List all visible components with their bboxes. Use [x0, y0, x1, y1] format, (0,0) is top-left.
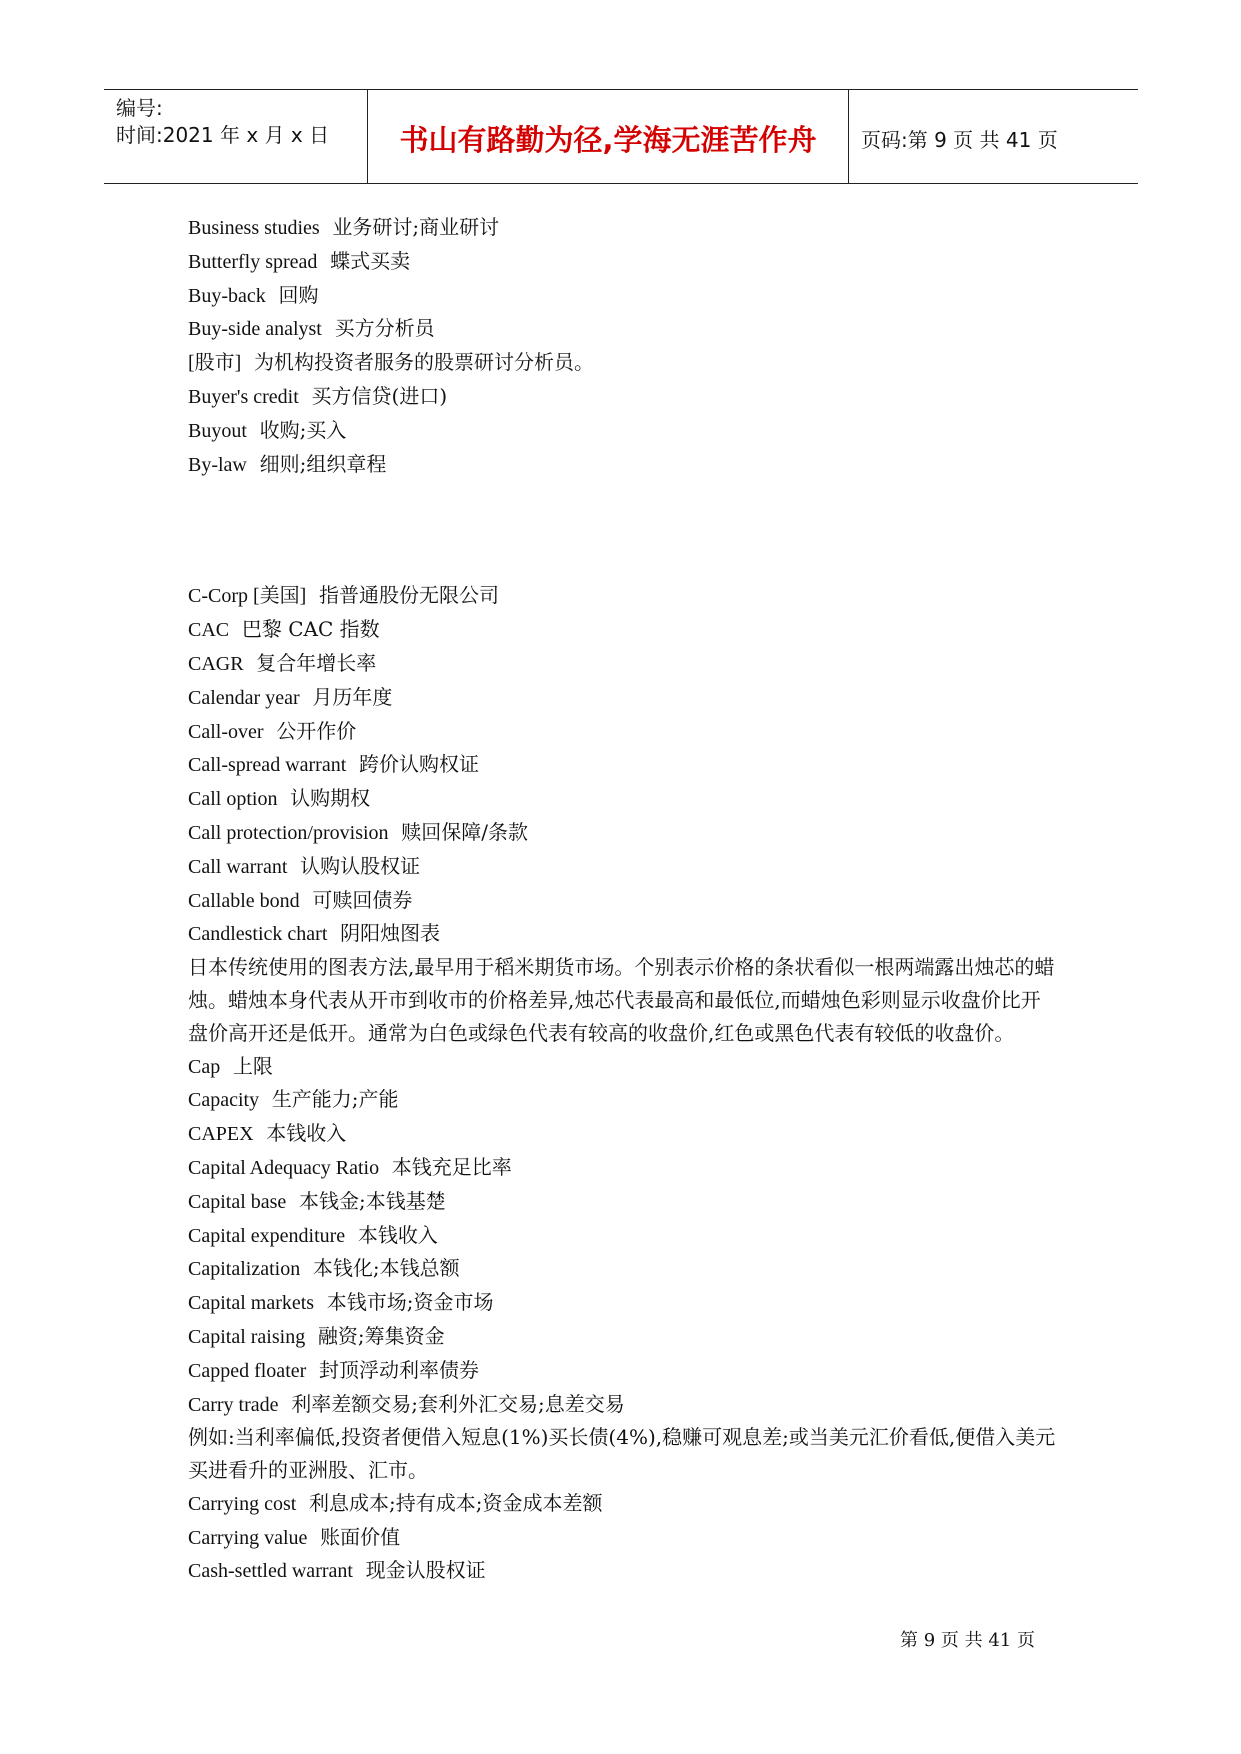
glossary-entry: [188, 279, 1058, 313]
glossary-entry: [188, 715, 1058, 749]
glossary-definition: 细则;组织章程: [259, 451, 387, 476]
glossary-entry: [188, 884, 1058, 918]
glossary-entry: [188, 211, 1058, 245]
glossary-definition: 融资;筹集资金: [317, 1323, 445, 1348]
glossary-term: Carry trade: [188, 1393, 279, 1416]
glossary-entry: [188, 1117, 1058, 1151]
header-info-cell: [104, 90, 368, 183]
glossary-term: CAPEX: [188, 1123, 254, 1146]
glossary-definition: 复合年增长率: [256, 650, 377, 675]
glossary-term: Buyer's credit: [188, 385, 299, 408]
glossary-definition: 本钱市场;资金市场: [326, 1290, 494, 1315]
glossary-term: Call protection/provision: [188, 821, 389, 844]
glossary-term: Capped floater: [188, 1359, 307, 1382]
glossary-definition: 利息成本;持有成本;资金成本差额: [309, 1490, 603, 1515]
glossary-entry: [188, 414, 1058, 448]
glossary-content: [188, 211, 1058, 1588]
glossary-entry: [188, 681, 1058, 715]
glossary-term: Call-spread warrant: [188, 754, 347, 777]
glossary-entry: [188, 1050, 1058, 1084]
glossary-definition: 买方分析员: [334, 316, 435, 341]
glossary-entry: [188, 816, 1058, 850]
glossary-entry: [188, 346, 1058, 380]
glossary-entry: [188, 1354, 1058, 1388]
glossary-definition: 生产能力;产能: [271, 1087, 399, 1112]
glossary-term: Capital Adequacy Ratio: [188, 1156, 380, 1179]
glossary-term: Business studies: [188, 217, 320, 239]
glossary-entry: [188, 1320, 1058, 1354]
glossary-entry: [188, 613, 1058, 647]
glossary-entry: [188, 1487, 1058, 1521]
glossary-definition: 赎回保障/条款: [401, 819, 528, 844]
glossary-definition: 买方信贷(进口): [311, 383, 448, 408]
glossary-definition: 为机构投资者服务的股票研讨分析员。: [254, 350, 595, 375]
glossary-entry: [188, 917, 1058, 951]
glossary-entry: [188, 1185, 1058, 1219]
glossary-entry: [188, 850, 1058, 884]
page-header: [104, 89, 1138, 184]
glossary-term: Cap: [188, 1055, 221, 1078]
glossary-entry: [188, 579, 1058, 613]
glossary-definition: 阴阳烛图表: [340, 921, 441, 946]
glossary-entry: [188, 782, 1058, 816]
glossary-definition: 公开作价: [276, 718, 357, 743]
glossary-term: Buy-back: [188, 284, 266, 307]
glossary-term: Carrying cost: [188, 1492, 297, 1515]
glossary-term: Capital markets: [188, 1292, 315, 1315]
header-motto: 书山有路勤为径,学海无涯苦作舟: [399, 123, 817, 157]
glossary-term: Buyout: [188, 419, 247, 442]
glossary-term: Calendar year: [188, 686, 300, 709]
glossary-definition: 账面价值: [320, 1524, 401, 1549]
glossary-term: Capital base: [188, 1190, 287, 1213]
document-number-label: 编号:: [116, 96, 163, 120]
glossary-term: Carrying value: [188, 1526, 308, 1549]
glossary-definition: 本钱金;本钱基楚: [299, 1188, 446, 1213]
glossary-term: Capitalization: [188, 1258, 301, 1281]
glossary-entry: [188, 748, 1058, 782]
glossary-entry: [188, 1083, 1058, 1117]
glossary-section-b: [188, 211, 1058, 481]
glossary-term: Buy-side analyst: [188, 318, 322, 341]
carry-trade-description: 例如:当利率偏低,投资者便借入短息(1%)买长债(4%),稳赚可观息差;或当美元汇价看低,便借入美元买进看升的亚洲股、汇市。: [188, 1425, 1056, 1483]
glossary-term: Call-over: [188, 720, 264, 743]
glossary-section-cap: [188, 1050, 1058, 1422]
glossary-entry: [188, 312, 1058, 346]
document-time-label: 时间:2021 年 x 月 x 日: [116, 123, 330, 147]
glossary-definition: 收购;买入: [259, 417, 347, 442]
glossary-definition: 认购认股权证: [300, 853, 421, 878]
glossary-definition: 回购: [278, 282, 319, 307]
glossary-definition: 月历年度: [312, 684, 393, 709]
glossary-entry: [188, 647, 1058, 681]
glossary-definition: 认购期权: [290, 786, 371, 811]
glossary-term: C-Corp [美国]: [188, 585, 307, 608]
glossary-definition: 现金认股权证: [365, 1558, 486, 1583]
glossary-definition: 巴黎 CAC 指数: [241, 617, 380, 642]
glossary-term: Call warrant: [188, 855, 288, 878]
page-footer: 第 9 页 共 41 页: [900, 1630, 1035, 1651]
glossary-entry: [188, 1521, 1058, 1555]
glossary-section-c: [188, 579, 1058, 951]
glossary-section-carrying: [188, 1487, 1058, 1588]
glossary-definition: 指普通股份无限公司: [319, 583, 500, 608]
glossary-definition: 蝶式买卖: [330, 248, 411, 273]
glossary-entry: [188, 448, 1058, 482]
section-spacer: [188, 481, 1058, 579]
glossary-term: Capital raising: [188, 1325, 306, 1348]
header-page-cell: [849, 90, 1138, 183]
glossary-entry: [188, 245, 1058, 279]
glossary-term: CAC: [188, 619, 230, 642]
header-page-code: 页码:第 9 页 共 41 页: [861, 128, 1058, 152]
glossary-definition: 跨价认购权证: [358, 752, 479, 777]
glossary-definition: 本钱化;本钱总额: [312, 1256, 460, 1281]
glossary-term: [股市]: [188, 352, 242, 375]
glossary-entry: [188, 1252, 1058, 1286]
candlestick-description: 日本传统使用的图表方法,最早用于稻米期货市场。个别表示价格的条状看似一根两端露出烛芯的蜡烛。蜡烛本身代表从开市到收市的价格差异,烛芯代表最高和最低位,而蜡烛色彩则显示收盘价比开盘价高开还是低开。通常为白色或绿色代表有较高的收盘价,红色或黑色代表有较低的收盘价。: [188, 955, 1055, 1045]
glossary-entry: [188, 1219, 1058, 1253]
glossary-definition: 可赎回债券: [312, 887, 413, 912]
glossary-entry: [188, 1388, 1058, 1422]
glossary-term: By-law: [188, 453, 247, 476]
glossary-definition: 本钱收入: [266, 1121, 347, 1146]
glossary-definition: 本钱充足比率: [391, 1154, 512, 1179]
glossary-definition: 业务研讨;商业研讨: [332, 215, 500, 239]
glossary-term: Butterfly spread: [188, 250, 318, 273]
glossary-term: Cash-settled warrant: [188, 1560, 353, 1583]
header-motto-cell: [368, 90, 849, 183]
glossary-term: Capital expenditure: [188, 1224, 346, 1247]
glossary-term: Capacity: [188, 1089, 260, 1112]
glossary-entry: [188, 1286, 1058, 1320]
glossary-definition: 上限: [232, 1053, 273, 1078]
glossary-definition: 封顶浮动利率债券: [319, 1357, 479, 1382]
glossary-entry: [188, 380, 1058, 414]
glossary-definition: 利率差额交易;套利外汇交易;息差交易: [291, 1391, 625, 1416]
glossary-term: CAGR: [188, 652, 244, 675]
glossary-term: Candlestick chart: [188, 923, 328, 946]
glossary-term: Callable bond: [188, 889, 300, 912]
glossary-definition: 本钱收入: [357, 1222, 438, 1247]
glossary-entry: [188, 1151, 1058, 1185]
glossary-entry: [188, 1554, 1058, 1588]
glossary-term: Call option: [188, 788, 278, 811]
